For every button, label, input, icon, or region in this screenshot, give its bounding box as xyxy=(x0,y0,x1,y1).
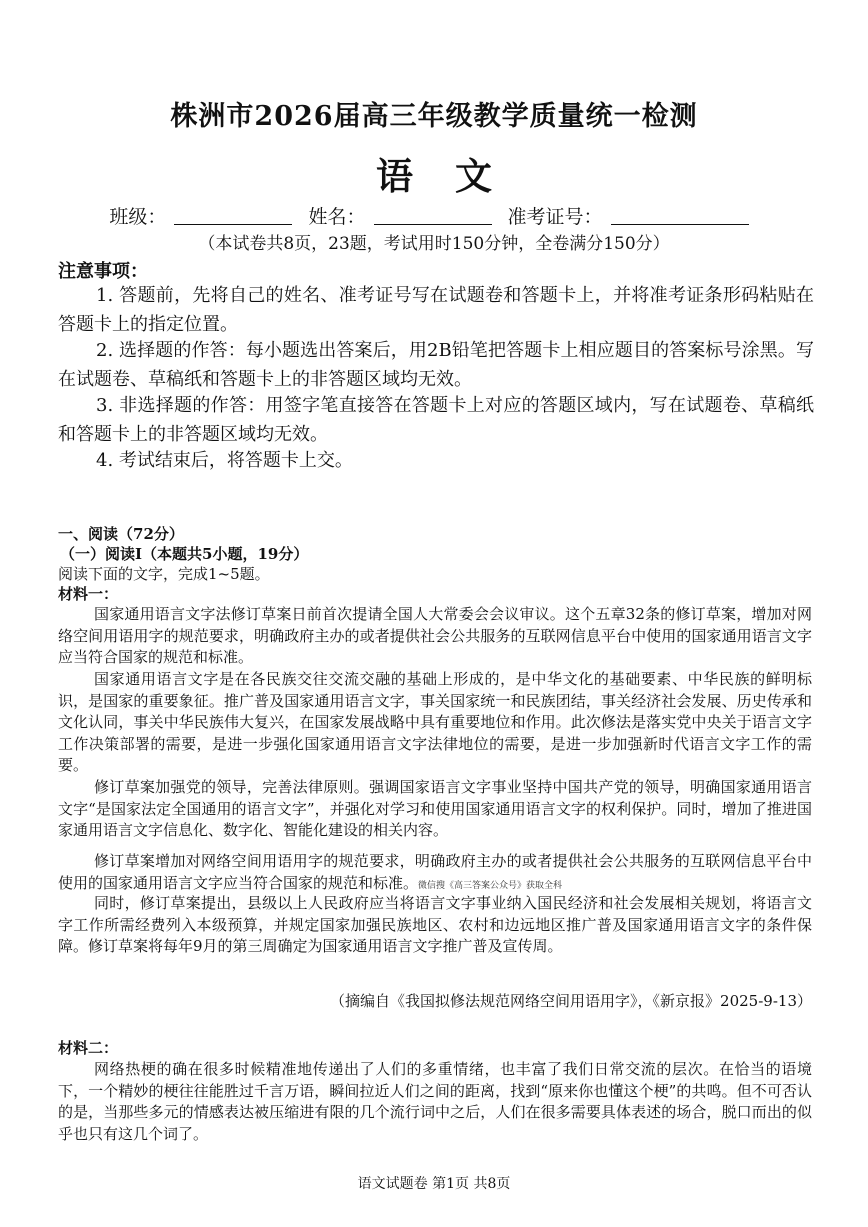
notice-item: 3. 非选择题的作答：用签字笔直接答在答题卡上对应的答题区域内，写在试题卷、草稿纸和答题卡上的非答题区域均无效。 xyxy=(58,395,814,445)
section-heading: 一、阅读（72分） xyxy=(58,525,184,543)
reading-instruction: 阅读下面的文字，完成1~5题。 xyxy=(58,565,270,583)
exam-title: 株洲市2026届高三年级教学质量统一检测 xyxy=(170,101,698,132)
material-paragraph: 网络热梗的确在很多时候精准地传递出了人们的多重情绪，也丰富了我们日常交流的层次。在恰当的语境下，一个精妙的梗往往能胜过千言万语，瞬间拉近人们之间的距离，找到“原来你也懂这个梗”的共鸣。但不可否认的是，当那些多元的情感表达被压缩进有限的几个流行词中之后，人们在很多需要具体表述的场合，脱口而出的似乎也只有这几个词了。 xyxy=(58,1060,812,1143)
candidate-info-line xyxy=(0,202,868,229)
exam-number-label: 准考证号： xyxy=(507,206,603,228)
sub-section-heading: （一）阅读Ⅰ（本题共5小题，19分） xyxy=(60,545,309,563)
watermark-note: 微信搜《高三答案公众号》获取全科 xyxy=(418,880,563,891)
notice-heading: 注意事项： xyxy=(58,261,148,282)
material-paragraph: 同时，修订草案提出，县级以上人民政府应当将语言文字事业纳入国民经济和社会发展相关规划，将语言文字工作所需经费列入本级预算，并规定国家加强民族地区、农村和边远地区推广普及国家通用语言文字的条件保障。修订草案将每年9月的第三周确定为国家通用语言文字推广普及宣传周。 xyxy=(58,894,812,955)
material-one-label: 材料一： xyxy=(58,585,119,603)
class-blank xyxy=(174,207,292,225)
subject-title: 语文 xyxy=(376,154,534,198)
notice-item: 1. 答题前，先将自己的姓名、准考证号写在试题卷和答题卡上，并将准考证条形码粘贴在答题卡上的指定位置。 xyxy=(58,285,814,335)
material-paragraph: 国家通用语言文字法修订草案日前首次提请全国人大常委会会议审议。这个五章32条的修订草案，增加对网络空间用语用字的规范要求，明确政府主办的或者提供社会公共服务的互联网信息平台中使用的国家通用语言文字应当符合国家的规范和标准。 xyxy=(58,605,812,666)
material-paragraph xyxy=(58,851,812,897)
page-footer: 语文试题卷 第1页 共8页 xyxy=(357,1176,511,1192)
name-blank xyxy=(374,207,492,225)
notice-item: 4. 考试结束后，将答题卡上交。 xyxy=(96,450,353,471)
source-citation: （摘编自《我国拟修法规范网络空间用语用字》，《新京报》2025-9-13） xyxy=(330,992,812,1010)
material-paragraph: 国家通用语言文字是在各民族交往交流交融的基础上形成的，是中华文化的基础要素、中华民族的鲜明标识，是国家的重要象征。推广普及国家通用语言文字，事关国家统一和民族团结，事关经济社会发展、历史传承和文化认同，事关中华民族伟大复兴，在国家发展战略中具有重要地位和作用。此次修法是落实党中央关于语言文字工作决策部署的需要，是进一步强化国家通用语言文字法律地位的需要，是进一步加强新时代语言文字工作的需要。 xyxy=(58,670,812,774)
material-two-label: 材料二： xyxy=(58,1039,119,1057)
material-paragraph-text: 修订草案增加对网络空间用语用字的规范要求，明确政府主办的或者提供社会公共服务的互联网信息平台中使用的国家通用语言文字应当符合国家的规范和标准。 xyxy=(58,852,812,892)
notice-item: 2. 选择题的作答：每小题选出答案后，用2B铅笔把答题卡上相应题目的答案标号涂黑。写在试题卷、草稿纸和答题卡上的非答题区域均无效。 xyxy=(58,340,814,390)
exam-number-blank xyxy=(611,207,749,225)
exam-info: （本试卷共8页，23题，考试用时150分钟，全卷满分150分） xyxy=(198,234,670,254)
name-label: 姓名： xyxy=(308,206,366,228)
material-paragraph: 修订草案加强党的领导，完善法律原则。强调国家语言文字事业坚持中国共产党的领导，明确国家通用语言文字“是国家法定全国通用的语言文字”，并强化对学习和使用国家通用语言文字的权利保护。同时，增加了推进国家通用语言文字信息化、数字化、智能化建设的相关内容。 xyxy=(58,778,812,839)
class-label: 班级： xyxy=(109,206,167,228)
